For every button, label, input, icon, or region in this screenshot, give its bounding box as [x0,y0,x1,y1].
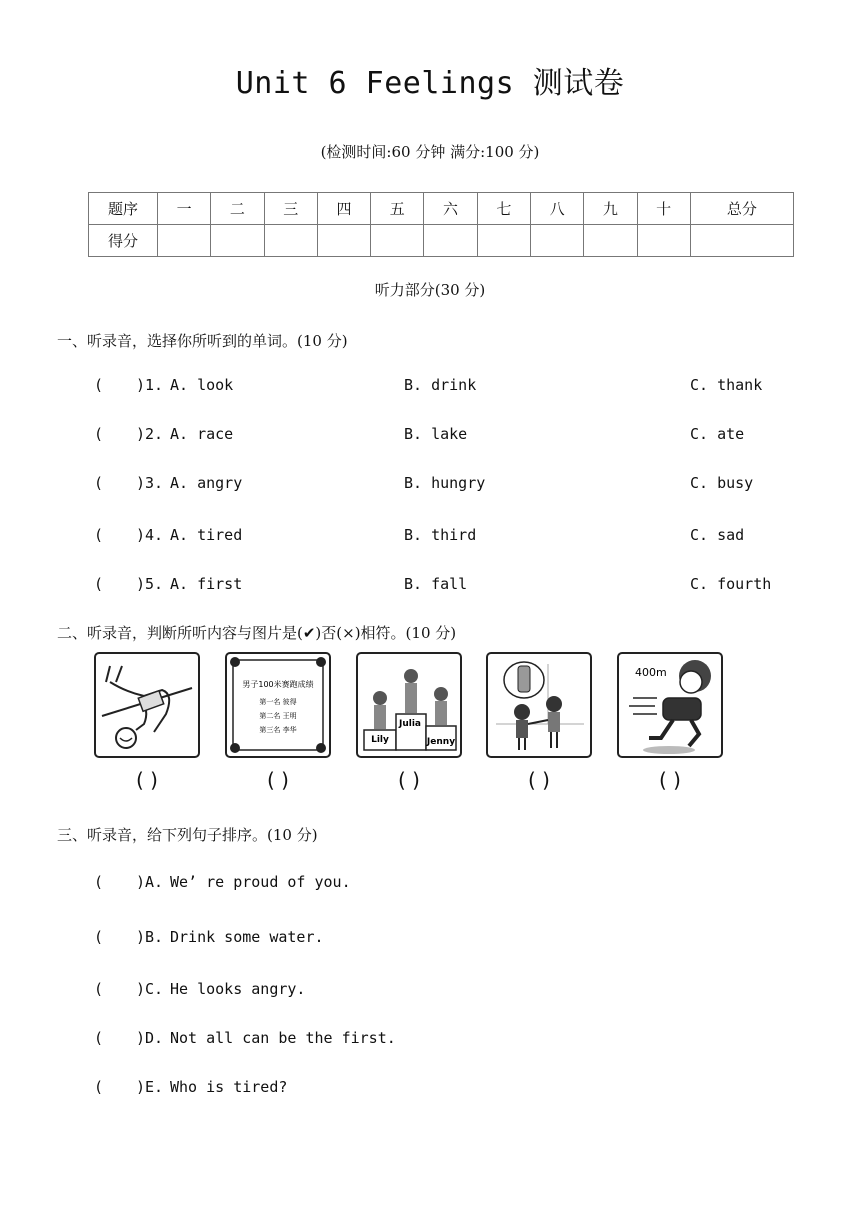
score-row-label: 得分 [89,225,158,257]
header-cell: 四 [317,193,370,225]
option-c: C. busy [690,474,754,492]
header-cell: 题序 [89,193,158,225]
question-number: )2. [136,425,164,443]
sentence-label: )B. [136,928,164,946]
sentence-label: )D. [136,1029,164,1047]
option-a: A. tired [170,526,243,544]
score-cell[interactable] [690,225,793,257]
race-results-picture [225,652,331,758]
score-cell[interactable] [264,225,317,257]
score-table-header-row [89,193,794,225]
answer-blank[interactable]: ( [94,1078,104,1096]
part2-heading: 二、听录音，判断所听内容与图片是(✔)否(×)相符。(10 分) [57,624,457,642]
sentence-text: We’ re proud of you. [170,873,351,891]
results-line: 第一名 彼得 [259,698,297,706]
header-cell: 三 [264,193,317,225]
option-c: C. thank [690,376,763,394]
header-cell: 八 [530,193,583,225]
picture-answer-blank[interactable]: ( ) [136,768,158,792]
question-number: )5. [136,575,164,593]
listening-section-title: 听力部分(30 分) [374,281,486,299]
podium-label: Jenny [426,737,456,747]
question-row [94,474,814,496]
score-cell[interactable] [211,225,264,257]
sentence-text: Who is tired? [170,1078,288,1096]
header-cell: 十 [637,193,690,225]
option-b: B. fall [404,575,468,593]
podium-label: Lily [371,735,389,745]
score-cell[interactable] [317,225,370,257]
question-row [94,526,814,548]
header-cell: 七 [477,193,530,225]
podium-label: Julia [399,719,421,729]
score-table-score-row [89,225,794,257]
sentence-text: Not all can be the first. [170,1029,396,1047]
answer-blank[interactable]: ( [94,474,104,492]
header-cell: 六 [424,193,477,225]
answer-blank[interactable]: ( [94,376,104,394]
distance-label: 400m [635,666,667,679]
score-cell[interactable] [158,225,211,257]
sentence-label: )C. [136,980,164,998]
score-table [88,192,794,257]
sentence-label: )E. [136,1078,164,1096]
score-cell[interactable] [371,225,424,257]
results-title: 男子100米赛跑成绩 [242,680,314,689]
header-cell: 五 [371,193,424,225]
answer-blank[interactable]: ( [94,575,104,593]
podium-picture [356,652,462,758]
question-number: )4. [136,526,164,544]
results-line: 第二名 王明 [259,712,297,720]
option-b: B. hungry [404,474,486,492]
question-row [94,575,814,597]
option-c: C. sad [690,526,745,544]
score-cell[interactable] [530,225,583,257]
sentence-text: He looks angry. [170,980,306,998]
question-number: )3. [136,474,164,492]
sentence-text: Drink some water. [170,928,324,946]
part1-heading: 一、听录音，选择你所听到的单词。(10 分) [57,332,348,350]
option-a: A. race [170,425,234,443]
question-number: )1. [136,376,164,394]
children-water-picture [486,652,592,758]
answer-blank[interactable]: ( [94,1029,104,1047]
question-row [94,376,814,398]
exam-time-info: (检测时间:60 分钟 满分:100 分) [320,143,540,161]
option-c: C. fourth [690,575,772,593]
picture-answer-blank[interactable]: ( ) [528,768,550,792]
option-a: A. angry [170,474,243,492]
answer-blank[interactable]: ( [94,873,104,891]
option-a: A. look [170,376,234,394]
option-b: B. drink [404,376,477,394]
header-cell: 九 [584,193,637,225]
header-cell: 总分 [690,193,793,225]
option-a: A. first [170,575,243,593]
results-line: 第三名 李华 [259,726,297,734]
answer-blank[interactable]: ( [94,425,104,443]
part3-heading: 三、听录音，给下列句子排序。(10 分) [57,826,318,844]
high-jump-picture [94,652,200,758]
answer-blank[interactable]: ( [94,980,104,998]
question-row [94,425,814,447]
answer-blank[interactable]: ( [94,526,104,544]
score-cell[interactable] [584,225,637,257]
page-title: Unit 6 Feelings 测试卷 [235,66,625,101]
picture-answer-blank[interactable]: ( ) [659,768,681,792]
header-cell: 二 [211,193,264,225]
score-cell[interactable] [477,225,530,257]
option-b: B. lake [404,425,468,443]
picture-answer-blank[interactable]: ( ) [267,768,289,792]
runner-400m-picture [617,652,723,758]
answer-blank[interactable]: ( [94,928,104,946]
score-cell[interactable] [424,225,477,257]
sentence-label: )A. [136,873,164,891]
score-cell[interactable] [637,225,690,257]
option-b: B. third [404,526,477,544]
option-c: C. ate [690,425,745,443]
header-cell: 一 [158,193,211,225]
picture-answer-blank[interactable]: ( ) [398,768,420,792]
